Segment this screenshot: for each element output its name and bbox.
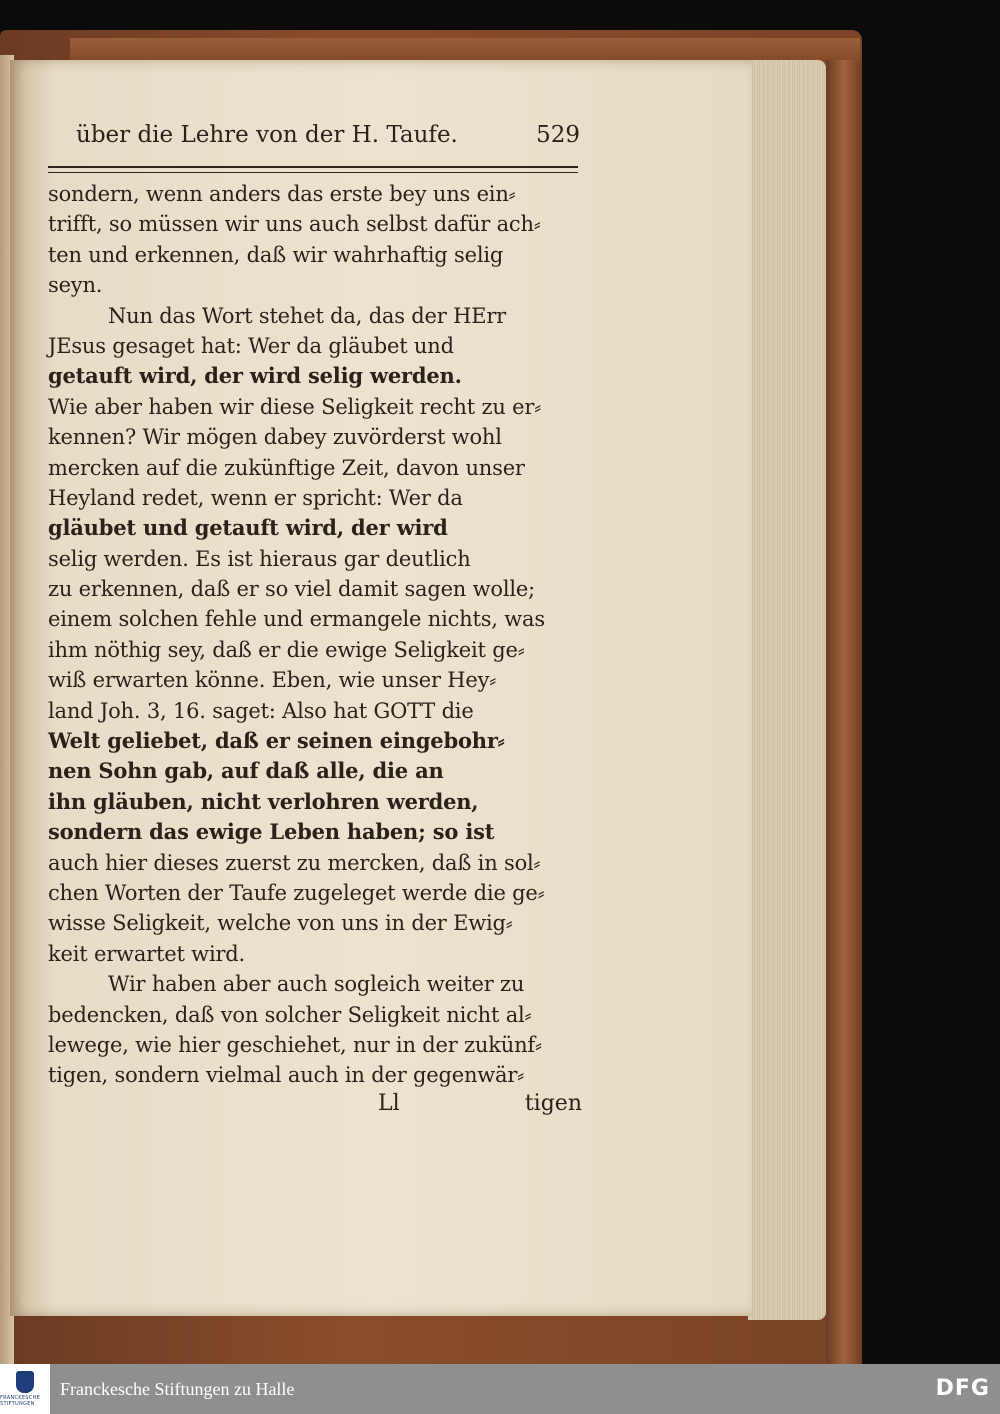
- book-page: [10, 60, 752, 1316]
- text-line: bedencken, daß von solcher Seligkeit nicht al⸗: [48, 1002, 532, 1027]
- text-line: Wir haben aber auch sogleich weiter zu: [108, 972, 525, 997]
- catchword: tigen: [524, 1090, 582, 1116]
- text-line: mercken auf die zukünftige Zeit, davon unser: [48, 455, 525, 480]
- viewer-footer: [0, 1364, 1000, 1414]
- text-line: keit erwartet wird.: [48, 941, 246, 966]
- text-line: seyn.: [48, 273, 103, 298]
- text-line: Wie aber haben wir diese Seligkeit recht zu er⸗: [48, 394, 541, 419]
- text-line-emphasis: getauft wird, der wird selig werden.: [48, 363, 462, 389]
- text-line: ten und erkennen, daß wir wahrhaftig selig: [48, 242, 504, 267]
- text-line: wisse Seligkeit, welche von uns in der Ewig⸗: [48, 911, 513, 936]
- text-line: auch hier dieses zuerst zu mercken, daß in sol⸗: [48, 850, 541, 875]
- text-line: selig werden. Es ist hieraus gar deutlich: [48, 546, 471, 571]
- dfg-logo[interactable]: DFG: [935, 1376, 990, 1401]
- text-line: JEsus gesaget hat: Wer da gläubet und: [48, 333, 454, 358]
- text-line: trifft, so müssen wir uns auch selbst dafür ach⸗: [48, 212, 541, 237]
- page-footer-marks: [48, 1091, 582, 1125]
- text-line: lewege, wie hier geschiehet, nur in der zukünf⸗: [48, 1032, 542, 1057]
- running-head: über die Lehre von der H. Taufe.: [76, 122, 458, 148]
- text-line: Heyland redet, wenn er spricht: Wer da: [48, 485, 463, 510]
- page-number: 529: [536, 122, 580, 148]
- text-line-emphasis: gläubet und getauft wird, der wird: [48, 515, 448, 541]
- body-text: [48, 179, 582, 1091]
- text-line: tigen, sondern vielmal auch in der gegenwär⸗: [48, 1063, 525, 1088]
- text-line-emphasis: sondern das ewige Leben haben; so ist: [48, 819, 495, 845]
- text-block: [38, 122, 582, 1125]
- text-line: zu erkennen, daß er so viel damit sagen wolle;: [48, 577, 535, 602]
- text-line: wiß erwarten könne. Eben, wie unser Hey⸗: [48, 668, 497, 693]
- cover-right-edge: [826, 60, 862, 1364]
- text-line: land Joh. 3, 16. saget: Also hat GOTT die: [48, 698, 474, 723]
- institution-logo-icon: [16, 1371, 34, 1393]
- text-line-emphasis: Welt geliebet, daß er seinen eingebohr⸗: [48, 728, 505, 754]
- text-line: Nun das Wort stehet da, das der HErr: [108, 303, 507, 328]
- page-header: [38, 122, 582, 156]
- signature-mark: Ll: [378, 1090, 400, 1116]
- page-stack-fore-edge: [748, 60, 826, 1320]
- text-line-emphasis: ihn gläuben, nicht verlohren werden,: [48, 788, 479, 814]
- logo-text: FRANCKESCHE STIFTUNGEN: [0, 1395, 41, 1407]
- text-line: ihm nöthig sey, daß er die ewige Seligkeit ge⸗: [48, 637, 525, 662]
- text-line: chen Worten der Taufe zugeleget werde die ge⸗: [48, 880, 545, 905]
- text-line-emphasis: nen Sohn gab, auf daß alle, die an: [48, 758, 444, 784]
- institution-logo[interactable]: [0, 1364, 50, 1414]
- header-rule: [48, 166, 578, 173]
- institution-name: Franckesche Stiftungen zu Halle: [60, 1378, 295, 1399]
- text-line: sondern, wenn anders das erste bey uns ein⸗: [48, 182, 516, 206]
- text-line: kennen? Wir mögen dabey zuvörderst wohl: [48, 425, 502, 450]
- text-line: einem solchen fehle und ermangele nichts, was: [48, 607, 545, 632]
